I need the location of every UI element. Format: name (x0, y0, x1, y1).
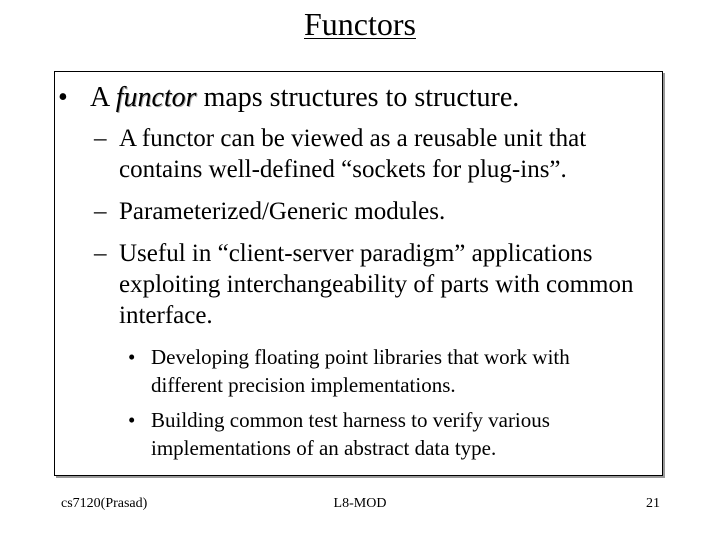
bullet-marker: • (128, 345, 136, 369)
dash-marker: – (94, 125, 107, 152)
footer-course: cs7120(Prasad) (61, 496, 148, 511)
slide-title-text: Functors (304, 6, 416, 42)
bullet-term: functor (115, 82, 197, 113)
sub-bullet-text: A functor can be viewed as a reusable unit that contains well-defined “sockets for plug-ins”. (119, 125, 587, 183)
sub-sub-bullet-text: Building common test harness to verify various implementations of an abstract data type. (151, 408, 550, 460)
bullet-text (90, 80, 519, 116)
sub-bullet-text: Parameterized/Generic modules. (119, 198, 446, 225)
slide-title (0, 2, 720, 46)
sub-sub-bullet-text: Developing floating point libraries that work with different precision implementations. (151, 345, 570, 397)
page-number: 21 (646, 496, 660, 511)
dash-marker: – (94, 198, 107, 225)
bullet-marker: • (58, 82, 68, 113)
bullet-marker: • (128, 408, 136, 432)
bullet-rest: maps structures to structure. (196, 82, 520, 113)
bullet-lead: A (90, 82, 116, 113)
footer-lecture: L8-MOD (333, 496, 387, 511)
dash-marker: – (94, 240, 107, 267)
sub-bullet-text: Useful in “client-server paradigm” applications exploiting interchangeability of parts with common interface. (119, 240, 634, 329)
